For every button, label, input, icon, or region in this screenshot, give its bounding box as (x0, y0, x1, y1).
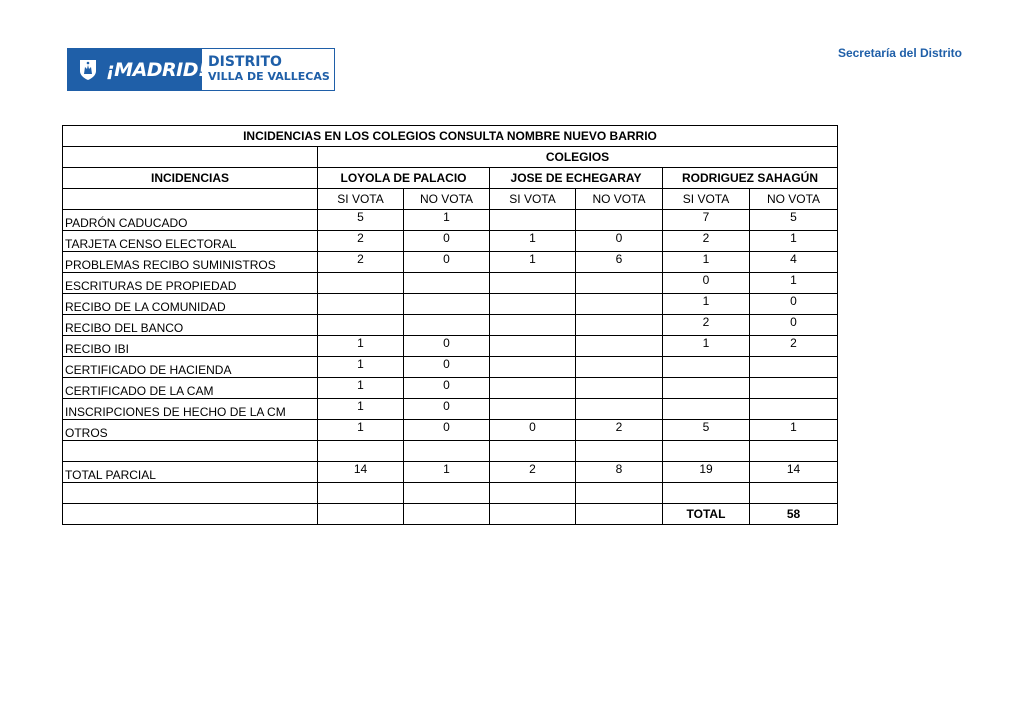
count-cell: 0 (663, 273, 750, 294)
row-label: PADRÓN CADUCADO (63, 210, 318, 231)
count-cell (663, 399, 750, 420)
table-row (63, 210, 838, 231)
count-cell (490, 315, 576, 336)
count-cell (404, 273, 490, 294)
count-cell: 1 (318, 399, 404, 420)
row-label: PROBLEMAS RECIBO SUMINISTROS (63, 252, 318, 273)
empty-cell (318, 441, 404, 462)
empty-cell (404, 441, 490, 462)
count-cell: 1 (490, 231, 576, 252)
count-cell: 2 (663, 315, 750, 336)
count-cell (663, 357, 750, 378)
incidencias-header: INCIDENCIAS (63, 168, 318, 189)
vote-header: SI VOTA (318, 189, 404, 210)
empty-cell (318, 483, 404, 504)
count-cell (576, 357, 663, 378)
count-cell: 0 (404, 231, 490, 252)
partial-total-label: TOTAL PARCIAL (63, 462, 318, 483)
empty-cell (490, 483, 576, 504)
row-label: RECIBO DE LA COMUNIDAD (63, 294, 318, 315)
count-cell (576, 378, 663, 399)
count-cell: 0 (404, 378, 490, 399)
madrid-crest-icon (78, 58, 98, 82)
count-cell: 1 (663, 252, 750, 273)
count-cell (663, 378, 750, 399)
empty-cell (663, 483, 750, 504)
count-cell (490, 294, 576, 315)
count-cell (318, 315, 404, 336)
count-cell: 2 (663, 231, 750, 252)
count-cell: 2 (318, 231, 404, 252)
count-cell: 0 (404, 399, 490, 420)
count-cell: 5 (318, 210, 404, 231)
count-cell (490, 273, 576, 294)
empty-cell (63, 441, 318, 462)
row-label: CERTIFICADO DE LA CAM (63, 378, 318, 399)
empty-cell (490, 441, 576, 462)
count-cell (750, 378, 838, 399)
table-row (63, 357, 838, 378)
title-row (63, 126, 838, 147)
count-cell (404, 294, 490, 315)
empty-cell (663, 441, 750, 462)
table-row (63, 294, 838, 315)
count-cell: 0 (404, 420, 490, 441)
count-cell: 0 (490, 420, 576, 441)
row-label: CERTIFICADO DE HACIENDA (63, 357, 318, 378)
blank-row (63, 441, 838, 462)
school-header-loyola: LOYOLA DE PALACIO (318, 168, 490, 189)
count-cell (318, 294, 404, 315)
partial-total-cell: 2 (490, 462, 576, 483)
row-label: INSCRIPCIONES DE HECHO DE LA CM (63, 399, 318, 420)
table-row (63, 315, 838, 336)
school-header-sahagun: RODRIGUEZ SAHAGÚN (663, 168, 838, 189)
school-header-row (63, 168, 838, 189)
count-cell: 5 (663, 420, 750, 441)
count-cell (490, 357, 576, 378)
count-cell: 1 (750, 231, 838, 252)
row-label: TARJETA CENSO ELECTORAL (63, 231, 318, 252)
empty-cell (404, 504, 490, 525)
table-row (63, 399, 838, 420)
vote-header: SI VOTA (490, 189, 576, 210)
count-cell: 0 (404, 357, 490, 378)
empty-cell (576, 441, 663, 462)
empty-cell (404, 483, 490, 504)
count-cell: 4 (750, 252, 838, 273)
logo-district-line: DISTRITO (208, 54, 282, 70)
count-cell: 1 (663, 336, 750, 357)
row-label: ESCRITURAS DE PROPIEDAD (63, 273, 318, 294)
school-header-echegaray: JOSE DE ECHEGARAY (490, 168, 663, 189)
partial-total-cell: 8 (576, 462, 663, 483)
table-title: INCIDENCIAS EN LOS COLEGIOS CONSULTA NOMBRE NUEVO BARRIO (63, 126, 838, 147)
empty-cell (63, 483, 318, 504)
department-name: Secretaría del Distrito (837, 46, 962, 60)
count-cell (576, 273, 663, 294)
count-cell: 1 (318, 336, 404, 357)
group-header-row (63, 147, 838, 168)
logo-district-name: VILLA DE VALLECAS (208, 70, 330, 83)
vote-header-row (63, 189, 838, 210)
count-cell: 1 (750, 420, 838, 441)
empty-cell (576, 483, 663, 504)
blank-row (63, 483, 838, 504)
count-cell: 1 (318, 357, 404, 378)
logo-wordmark: ¡MADRID! (106, 58, 207, 81)
colegios-header: COLEGIOS (318, 147, 838, 168)
row-label: RECIBO IBI (63, 336, 318, 357)
count-cell: 6 (576, 252, 663, 273)
count-cell (576, 336, 663, 357)
incidents-table (62, 125, 838, 525)
count-cell (490, 378, 576, 399)
empty-cell (490, 504, 576, 525)
count-cell: 0 (404, 336, 490, 357)
count-cell: 1 (318, 420, 404, 441)
empty-cell (63, 504, 318, 525)
empty-cell (576, 504, 663, 525)
row-label: OTROS (63, 420, 318, 441)
table-row (63, 252, 838, 273)
row-label: RECIBO DEL BANCO (63, 315, 318, 336)
count-cell: 7 (663, 210, 750, 231)
count-cell: 1 (750, 273, 838, 294)
count-cell (490, 336, 576, 357)
count-cell (490, 399, 576, 420)
count-cell: 5 (750, 210, 838, 231)
empty-cell (318, 504, 404, 525)
table-row (63, 273, 838, 294)
table-row (63, 420, 838, 441)
count-cell (318, 273, 404, 294)
count-cell: 0 (404, 252, 490, 273)
count-cell (576, 294, 663, 315)
count-cell: 2 (750, 336, 838, 357)
table-row (63, 378, 838, 399)
total-label: TOTAL (663, 504, 750, 525)
grand-total-row (63, 504, 838, 525)
partial-total-cell: 14 (750, 462, 838, 483)
partial-total-row (63, 462, 838, 483)
partial-total-cell: 14 (318, 462, 404, 483)
count-cell (750, 399, 838, 420)
empty-cell (750, 483, 838, 504)
empty-cell (750, 441, 838, 462)
count-cell: 0 (750, 315, 838, 336)
partial-total-cell: 1 (404, 462, 490, 483)
count-cell: 2 (318, 252, 404, 273)
vote-header: NO VOTA (404, 189, 490, 210)
count-cell: 1 (490, 252, 576, 273)
count-cell (576, 315, 663, 336)
count-cell: 0 (576, 231, 663, 252)
count-cell: 1 (663, 294, 750, 315)
vote-header: NO VOTA (750, 189, 838, 210)
empty-cell (63, 147, 318, 168)
logo-district-block (202, 49, 334, 90)
count-cell (576, 399, 663, 420)
vote-header: SI VOTA (663, 189, 750, 210)
count-cell (576, 210, 663, 231)
madrid-logo (67, 48, 335, 91)
table-row (63, 336, 838, 357)
count-cell: 2 (576, 420, 663, 441)
count-cell: 0 (750, 294, 838, 315)
vote-header: NO VOTA (576, 189, 663, 210)
count-cell: 1 (404, 210, 490, 231)
count-cell (490, 210, 576, 231)
logo-brand-block (68, 49, 207, 90)
count-cell: 1 (318, 378, 404, 399)
count-cell (750, 357, 838, 378)
empty-cell (63, 189, 318, 210)
count-cell (404, 315, 490, 336)
partial-total-cell: 19 (663, 462, 750, 483)
table-row (63, 231, 838, 252)
total-value: 58 (750, 504, 838, 525)
